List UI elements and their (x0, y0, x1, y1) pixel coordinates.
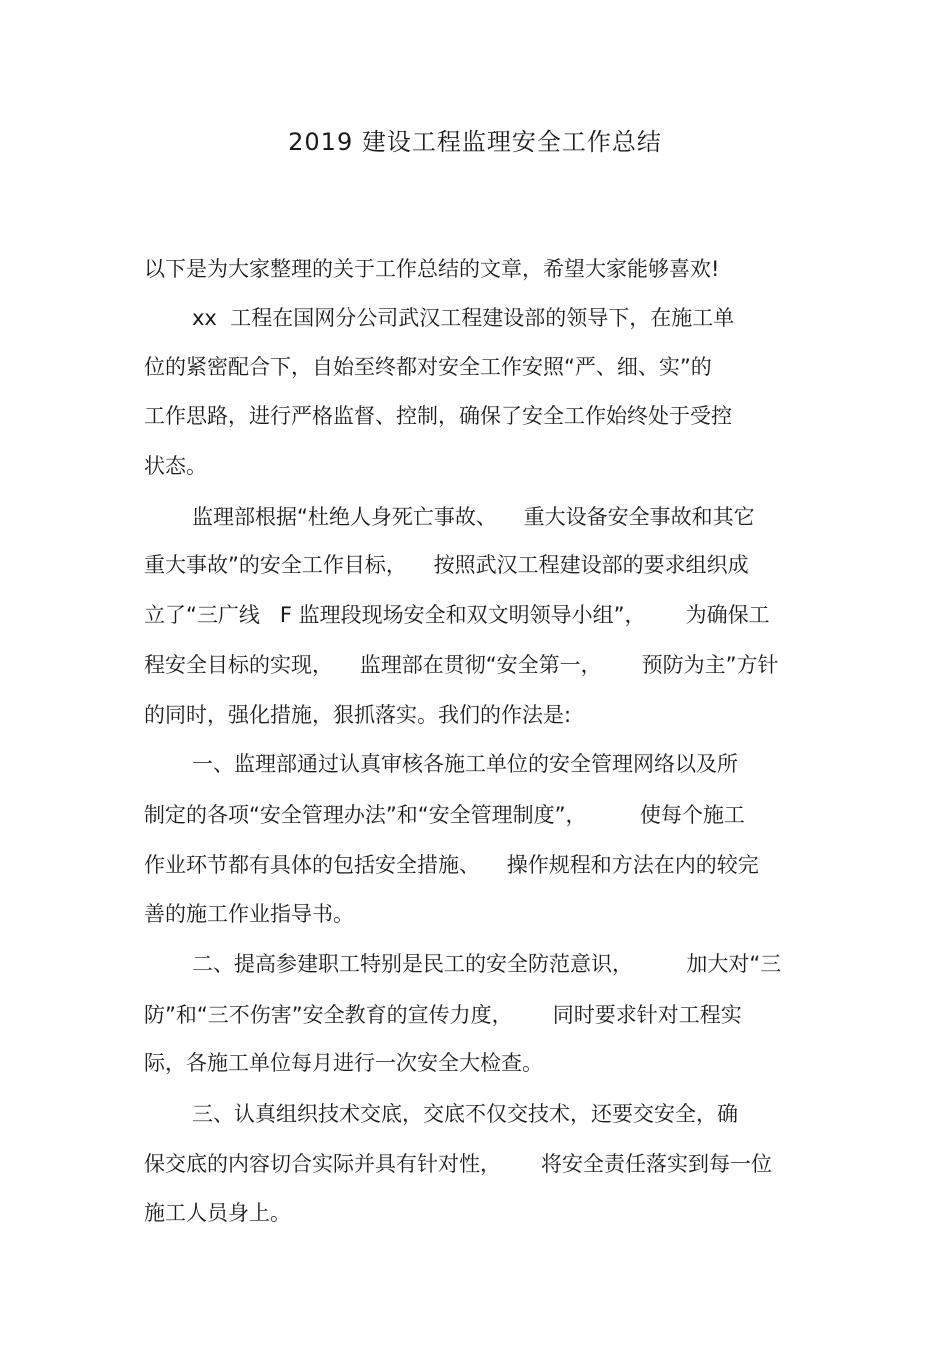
text-line: 的同时，强化措施，狠抓落实。我们的作法是: (144, 703, 572, 727)
text-line: 工作思路，进行严格监督、控制，确保了安全工作始终处于受控 (144, 404, 732, 428)
text-line: 一、监理部通过认真审核各施工单位的安全管理网络以及所 (192, 752, 738, 776)
text-line: 位的紧密配合下，自始至终都对安全工作安照“严、细、实”的 (144, 355, 712, 379)
text-line: 作业环节都有具体的包括安全措施、 操作规程和方法在内的较完 (144, 853, 759, 877)
text-line: 三、认真组织技术交底，交底不仅交技术，还要交安全，确 (192, 1102, 738, 1126)
text-line: 立了“三广线 F 监理段现场安全和双文明领导小组”， 为确保工 (144, 603, 770, 627)
text-line: 施工人员身上。 (144, 1201, 291, 1225)
text-line: 状态。 (144, 454, 207, 478)
text-line: xx 工程在国网分公司武汉工程建设部的领导下，在施工单 (192, 306, 735, 330)
text-line: 际，各施工单位每月进行一次安全大检查。 (144, 1051, 543, 1075)
text-line: 制定的各项“安全管理办法”和“安全管理制度”， 使每个施工 (144, 803, 745, 827)
text-line: 重大事故”的安全工作目标， 按照武汉工程建设部的要求组织成 (144, 553, 749, 577)
text-line: 善的施工作业指导书。 (144, 902, 354, 926)
text-line: 以下是为大家整理的关于工作总结的文章，希望大家能够喜欢! (144, 257, 720, 281)
text-line: 监理部根据“杜绝人身死亡事故、 重大设备安全事故和其它 (192, 505, 755, 529)
text-line: 保交底的内容切合实际并具有针对性， 将安全责任落实到每一位 (144, 1152, 773, 1176)
document-title: 2019 建设工程监理安全工作总结 (288, 128, 662, 156)
text-line: 程安全目标的实现， 监理部在贯彻“安全第一， 预防为主”方针 (144, 653, 779, 677)
text-line: 二、提高参建职工特别是民工的安全防范意识， 加大对“三 (192, 952, 782, 976)
text-line: 防”和“三不伤害”安全教育的宣传力度， 同时要求针对工程实 (144, 1003, 742, 1027)
